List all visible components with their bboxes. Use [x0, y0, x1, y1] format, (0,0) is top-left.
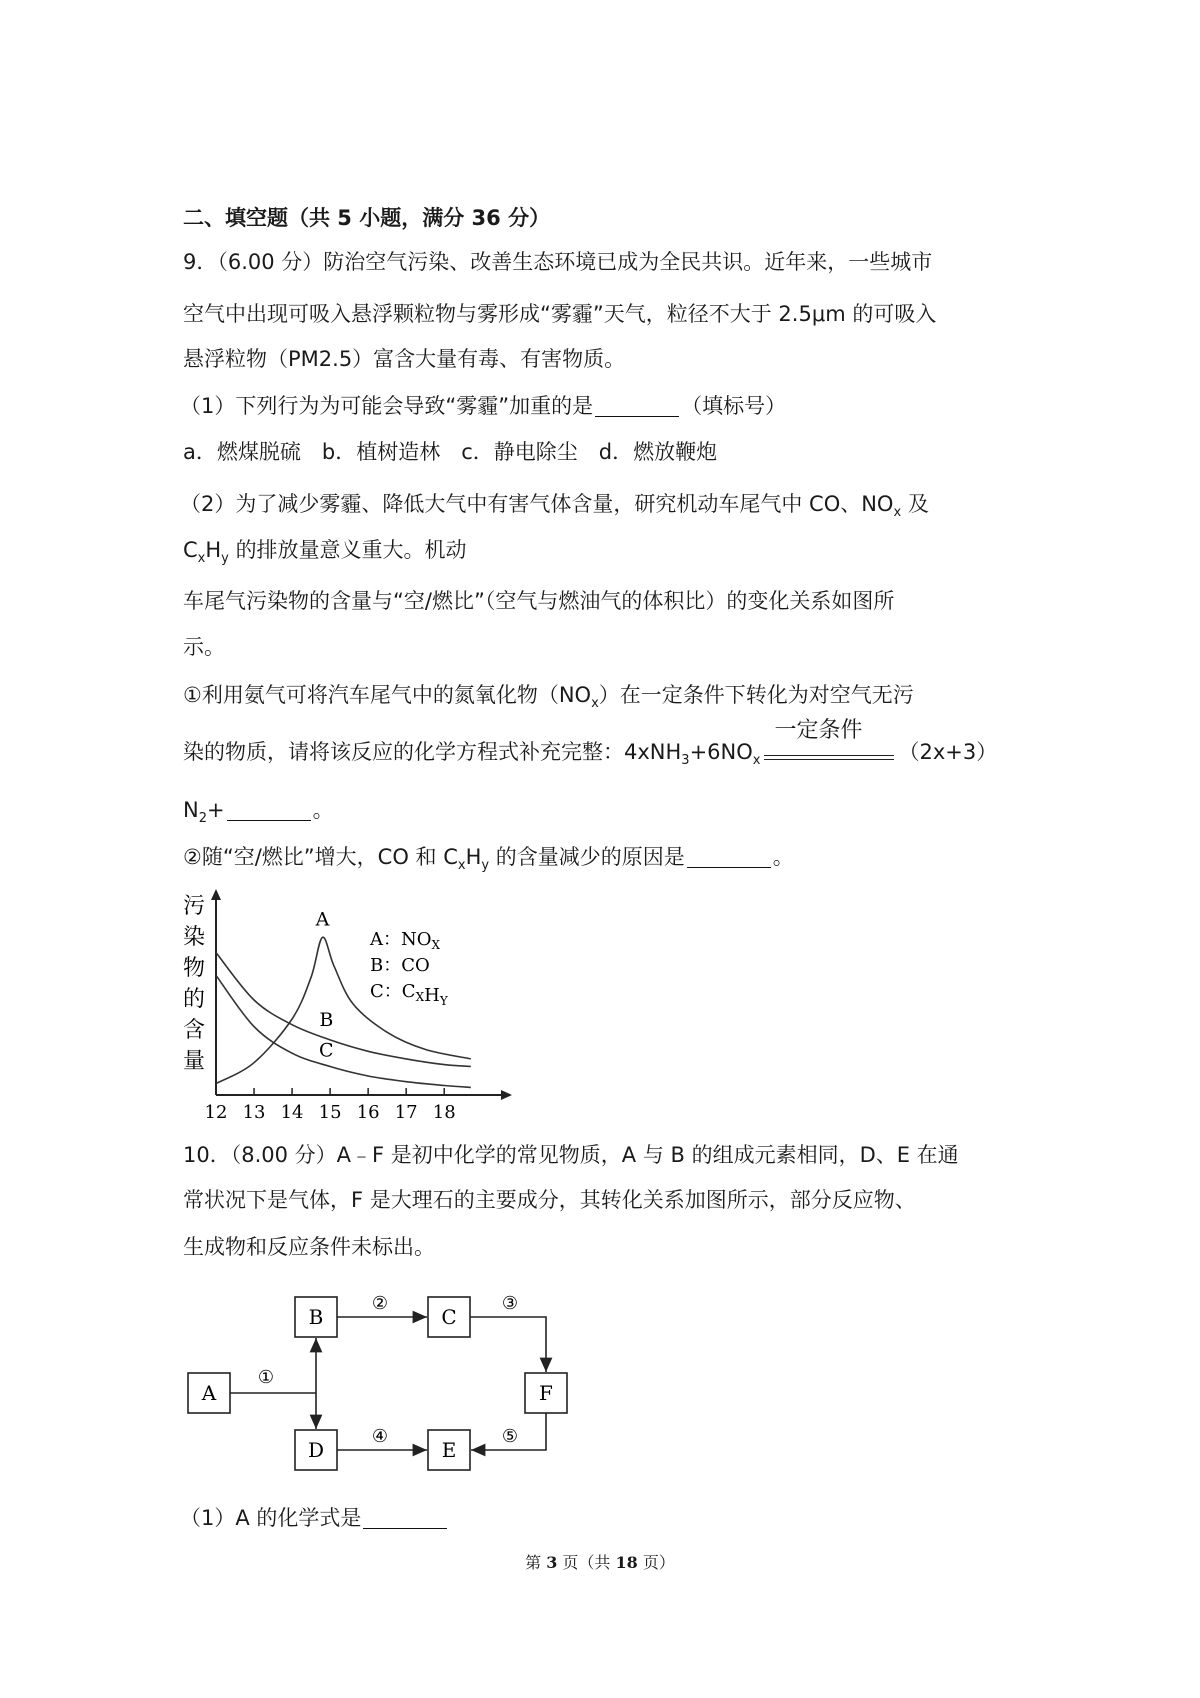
total-pages: 18: [615, 1553, 638, 1572]
subscript: 2: [198, 811, 207, 827]
page-number: 3: [546, 1553, 558, 1572]
y-axis-label-char: 的: [183, 987, 206, 1012]
q9-part1-tail: ）在一定条件下转化为对空气无污: [598, 683, 914, 707]
arrow-label-1: ①: [257, 1367, 275, 1388]
arrow-label-3: ③: [501, 1293, 519, 1314]
q9-sub2-line2: [183, 535, 467, 565]
subscript: x: [752, 753, 761, 769]
series-label-c: C: [319, 1039, 334, 1062]
q10-sub1-text: （1）A 的化学式是: [180, 1506, 362, 1530]
svg-text:D: D: [307, 1438, 325, 1462]
equation-lhs-2: +6NO: [689, 740, 753, 764]
answer-blank-4[interactable]: [363, 1506, 447, 1529]
q9-options: a．燃煤脱硫 b．植树造林 c．静电除尘 d．燃放鞭炮: [183, 440, 718, 464]
node-a: [188, 1373, 230, 1413]
q9-part1-text: ①利用氨气可将汽车尾气中的氮氧化物（NO: [183, 683, 592, 707]
q9-line3: 悬浮粒物（PM2.5）富含大量有毒、有害物质。: [183, 347, 626, 371]
subscript: y: [481, 858, 490, 874]
footer-text: 页）: [637, 1553, 675, 1572]
q9-line1: 9．（6.00 分）防治空气污染、改善生态环境已成为全民共识。近年来，一些城市: [183, 250, 933, 274]
node-d: [295, 1430, 337, 1470]
q9-sub1-tail: （填标号）: [681, 394, 787, 418]
formula-part: H: [205, 538, 222, 562]
punctuation: 。: [312, 798, 334, 822]
punctuation: 。: [772, 845, 794, 869]
y-axis-label-char: 物: [183, 956, 206, 981]
arrow-label-2: ②: [371, 1293, 389, 1314]
q9-equation: [183, 718, 998, 769]
reaction-arrow: [764, 718, 894, 768]
subscript: x: [893, 505, 902, 521]
legend-entry: A：$NO_X$: [370, 929, 441, 952]
q9-sub2-line3: 车尾气污染物的含量与“空/燃比”（空气与燃油气的体积比）的变化关系如图所: [183, 589, 895, 613]
q10-sub1: [180, 1503, 449, 1533]
y-axis-label-char: 污: [183, 894, 206, 919]
x-tick-label: 18: [432, 1102, 456, 1123]
answer-blank-2[interactable]: [227, 798, 311, 821]
series-label-a: A: [315, 908, 330, 931]
svg-text:A: A: [201, 1381, 217, 1405]
edge-3: [470, 1317, 546, 1372]
answer-blank-3[interactable]: [687, 845, 771, 868]
subscript: 3: [681, 753, 690, 769]
q9-sub2-line1: [180, 489, 929, 519]
legend-entry: B：CO: [370, 955, 430, 976]
x-tick-label: 15: [318, 1102, 342, 1123]
node-b: [295, 1297, 337, 1337]
node-c: [428, 1297, 470, 1337]
footer-text: 页（共: [557, 1553, 616, 1572]
arrow-label-4: ④: [371, 1426, 389, 1447]
equation-lhs: 染的物质，请将该反应的化学方程式补充完整：4xNH: [183, 740, 682, 764]
answer-blank-1[interactable]: [595, 394, 679, 417]
y-axis-label-char: 染: [183, 925, 206, 950]
pollutant-chart: [175, 885, 515, 1125]
formula-part: C: [183, 538, 198, 562]
page-footer: [0, 1550, 1200, 1573]
node-e: [428, 1430, 470, 1470]
y-axis-arrowhead: [211, 889, 221, 900]
x-tick-label: 13: [242, 1102, 266, 1123]
equation-rhs: （2x+3）: [898, 740, 998, 764]
formula-part: N: [183, 798, 199, 822]
equals-bar: [764, 759, 894, 760]
x-tick-label: 17: [394, 1102, 418, 1123]
q9-line2: 空气中出现可吸入悬浮颗粒物与雾形成“雾霾”天气，粒径不大于 2.5μm 的可吸入: [183, 302, 937, 326]
subscript: x: [197, 551, 206, 567]
x-tick-label: 12: [204, 1102, 228, 1123]
x-axis-arrowhead: [501, 1090, 512, 1100]
conversion-diagram: [180, 1285, 600, 1495]
q10-line3: 生成物和反应条件未标出。: [183, 1235, 435, 1259]
q9-sub1: [180, 391, 786, 421]
svg-text:B: B: [308, 1305, 324, 1329]
q9-equation-end: [183, 795, 334, 825]
q9-part2-text: ②随“空/燃比”增大，CO 和 C: [183, 845, 458, 869]
q10-line2: 常状况下是气体，F 是大理石的主要成分，其转化关系加图所示，部分反应物、: [183, 1188, 916, 1212]
q9-part2-tail: 的含量减少的原因是: [495, 845, 685, 869]
node-f: [525, 1373, 567, 1413]
q9-part1-line1: [183, 680, 914, 710]
q9-sub2-line4: 示。: [183, 635, 225, 659]
svg-text:E: E: [441, 1438, 457, 1462]
reaction-condition: 一定条件: [774, 718, 863, 743]
formula-part: +: [207, 798, 225, 822]
x-tick-label: 16: [356, 1102, 380, 1123]
subscript: y: [221, 551, 229, 567]
section-title: 二、填空题（共 5 小题，满分 36 分）: [183, 206, 551, 230]
y-axis-label-char: 含: [183, 1018, 206, 1043]
q9-sub1-text: （1）下列行为为可能会导致“雾霾”加重的是: [180, 394, 594, 418]
q9-sub2-tail: 及: [907, 492, 929, 516]
series-label-b: B: [319, 1008, 334, 1031]
svg-text:C: C: [441, 1305, 457, 1329]
subscript: x: [591, 696, 599, 712]
q10-line1: 10．（8.00 分）A﹣F 是初中化学的常见物质，A 与 B 的组成元素相同，D、E 在通: [183, 1143, 959, 1167]
footer-text: 第: [525, 1553, 547, 1572]
q9-part2: [183, 842, 794, 872]
arrow-label-5: ⑤: [501, 1426, 519, 1447]
series-line-a: [216, 937, 471, 1083]
formula-part: H: [465, 845, 482, 869]
subscript: x: [457, 858, 466, 874]
x-tick-label: 14: [280, 1102, 304, 1123]
equals-bar: [764, 755, 894, 756]
legend-entry: C：$C_XH_Y$: [370, 981, 448, 1008]
q9-sub2-text: （2）为了减少雾霾、降低大气中有害气体含量，研究机动车尾气中 CO、NO: [180, 492, 894, 516]
series-line-b: [216, 953, 471, 1067]
q9-sub2-text-2: 的排放量意义重大。机动: [235, 538, 467, 562]
svg-text:F: F: [539, 1381, 553, 1405]
y-axis-label-char: 量: [183, 1049, 206, 1074]
